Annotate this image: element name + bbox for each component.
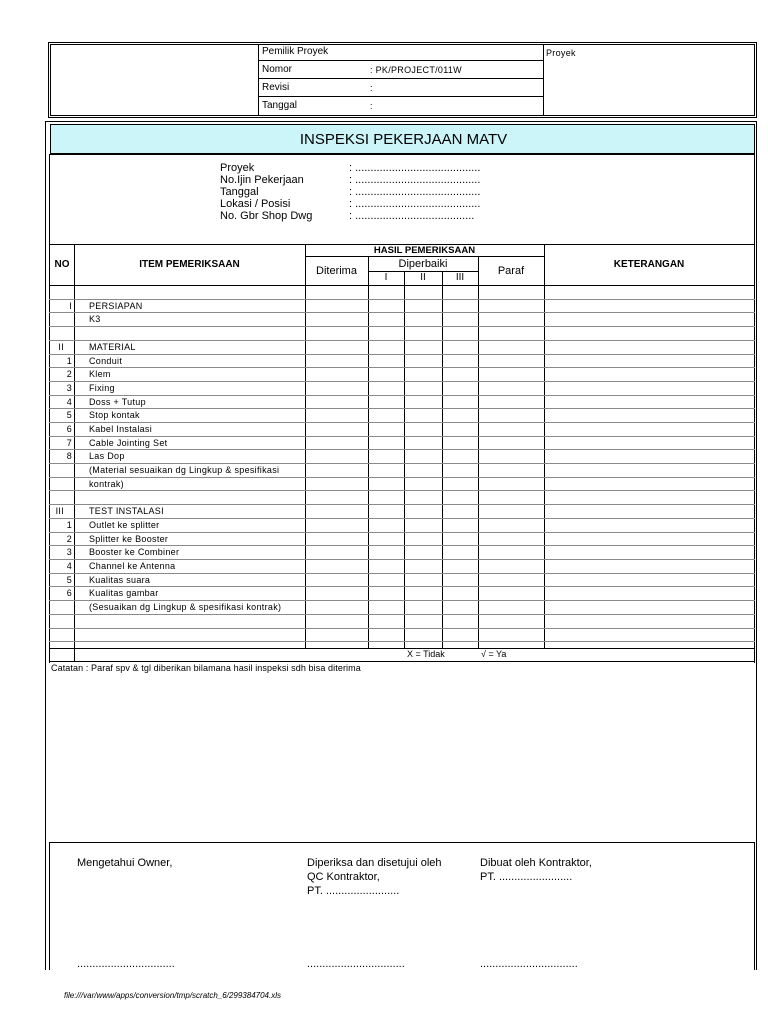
row-number: 1 (66, 356, 72, 366)
row-number: III (55, 506, 64, 516)
header-value-tanggal: : (370, 101, 373, 111)
row-item: Las Dop (89, 451, 125, 461)
col-header-keterangan: KETERANGAN (613, 259, 685, 270)
document-title: INSPEKSI PEKERJAAN MATV (299, 131, 508, 148)
info-label-lokasi: Lokasi / Posisi (220, 198, 291, 210)
header-value-revisi: : (370, 83, 373, 93)
row-item: Booster ke Combiner (89, 547, 180, 557)
row-divider (49, 490, 755, 491)
row-divider (49, 381, 755, 382)
row-item: Conduit (89, 356, 123, 366)
row-number: 5 (66, 410, 72, 420)
info-dots-proyek: : ......................................... (349, 162, 481, 174)
row-item: Kualitas gambar (89, 588, 159, 598)
col-header-diterima: Diterima (316, 265, 357, 277)
row-number: 1 (66, 520, 72, 530)
info-label-proyek: Proyek (220, 162, 255, 174)
row-number: 3 (66, 383, 72, 393)
row-divider (49, 422, 755, 423)
row-item: Klem (89, 369, 111, 379)
row-number: 7 (66, 438, 72, 448)
sig-qc-line2: QC Kontraktor, (307, 871, 380, 883)
row-item: kontrak) (89, 479, 124, 489)
row-item: Outlet ke splitter (89, 520, 160, 530)
row-item: PERSIAPAN (89, 301, 143, 311)
row-divider (49, 477, 755, 478)
col-header-paraf: Paraf (497, 265, 525, 277)
row-item: Doss + Tutup (89, 397, 146, 407)
row-item: K3 (89, 314, 101, 324)
row-divider (49, 614, 755, 615)
row-divider (49, 641, 755, 642)
col-header-no: NO (54, 259, 70, 270)
row-divider (49, 504, 755, 505)
sig-kontraktor-line1: Dibuat oleh Kontraktor, (480, 857, 592, 869)
row-divider (49, 312, 755, 313)
row-divider (49, 573, 755, 574)
sig-kontraktor-line2: PT. ........................ (480, 871, 573, 883)
info-dots-tanggal: : ......................................... (349, 186, 481, 198)
row-divider (49, 299, 755, 300)
col-header-item: ITEM PEMERIKSAAN (139, 259, 240, 270)
info-dots-lokasi: : ......................................... (349, 198, 481, 210)
row-divider (49, 354, 755, 355)
sig-owner-label: Mengetahui Owner, (77, 857, 173, 869)
col-header-sub-1: I (384, 272, 388, 283)
row-divider (49, 559, 755, 560)
catatan-note: Catatan : Paraf spv & tgl diberikan bilamana hasil inspeksi sdh bisa diterima (51, 663, 361, 673)
header-label-revisi: Revisi (262, 82, 290, 93)
row-divider (49, 449, 755, 450)
header-proyek-label: Proyek (546, 48, 576, 58)
header-label-tanggal: Tanggal (262, 100, 298, 111)
row-number: 2 (66, 534, 72, 544)
row-number: 4 (66, 397, 72, 407)
sig-kontraktor-dots: ................................ (480, 958, 578, 970)
row-item: Stop kontak (89, 410, 140, 420)
title-bar (50, 124, 755, 154)
row-item: Kabel Instalasi (89, 424, 153, 434)
row-item: Cable Jointing Set (89, 438, 168, 448)
sig-qc-line3: PT. ........................ (307, 885, 400, 897)
row-number: 2 (66, 369, 72, 379)
row-item: (Sesuaikan dg Lingkup & spesifikasi kontrak) (89, 602, 282, 612)
row-item: Kualitas suara (89, 575, 151, 585)
row-divider (49, 600, 755, 601)
row-divider (49, 436, 755, 437)
row-divider (49, 586, 755, 587)
row-number: 6 (66, 424, 72, 434)
row-divider (49, 395, 755, 396)
row-divider (49, 326, 755, 327)
header-label-pemilik: Pemilik Proyek (262, 46, 329, 57)
row-divider (49, 463, 755, 464)
col-header-diperbaiki: Diperbaiki (398, 258, 448, 270)
row-number: 4 (66, 561, 72, 571)
row-divider (49, 340, 755, 341)
sig-qc-line1: Diperiksa dan disetujui oleh (307, 857, 442, 869)
row-divider (49, 367, 755, 368)
row-item: MATERIAL (89, 342, 136, 352)
info-label-ijin: No.Ijin Pekerjaan (220, 174, 304, 186)
info-dots-ijin: : ......................................... (349, 174, 481, 186)
row-number: 8 (66, 451, 72, 461)
header-value-nomor: : PK/PROJECT/011W (370, 65, 462, 75)
sig-qc-dots: ................................ (307, 958, 405, 970)
sig-owner-dots: ................................ (77, 958, 175, 970)
row-number: 6 (66, 588, 72, 598)
row-divider (49, 628, 755, 629)
row-item: Fixing (89, 383, 115, 393)
row-divider (49, 532, 755, 533)
row-item: (Material sesuaikan dg Lingkup & spesifikasi (89, 465, 280, 475)
row-item: TEST INSTALASI (89, 506, 164, 516)
row-number: I (69, 301, 72, 311)
row-item: Channel ke Antenna (89, 561, 176, 571)
row-number: II (58, 342, 64, 352)
header-label-nomor: Nomor (262, 64, 293, 75)
col-header-sub-2: II (420, 272, 426, 283)
row-divider (49, 518, 755, 519)
info-dots-shopdwg: : ....................................... (349, 210, 475, 222)
col-header-sub-3: III (455, 272, 465, 283)
row-number: 3 (66, 547, 72, 557)
col-header-hasil: HASIL PEMERIKSAAN (373, 245, 476, 256)
row-divider (49, 408, 755, 409)
info-label-tanggal: Tanggal (220, 186, 259, 198)
footer-file-path: file:///var/www/apps/conversion/tmp/scratch_6/299384704.xls (64, 991, 281, 1000)
legend-ya: √ = Ya (481, 649, 507, 659)
row-number: 5 (66, 575, 72, 585)
info-label-shopdwg: No. Gbr Shop Dwg (220, 210, 313, 222)
legend-tidak: X = Tidak (407, 649, 445, 659)
row-item: Splitter ke Booster (89, 534, 169, 544)
row-divider (49, 545, 755, 546)
